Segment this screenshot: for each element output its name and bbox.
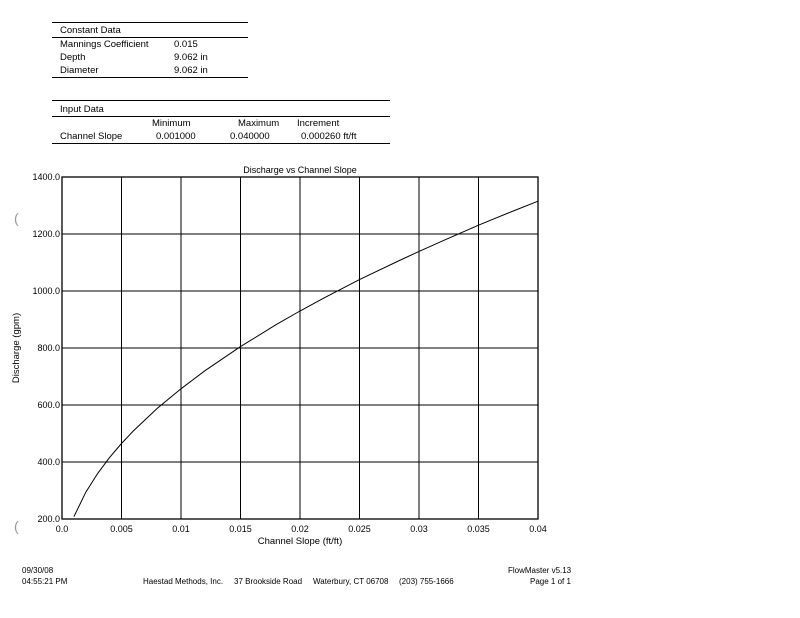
footer-city: Waterbury, CT 06708: [313, 577, 389, 586]
scan-mark: (: [14, 210, 19, 226]
x-tick-label: 0.04: [529, 524, 547, 534]
y-tick-label: 1200.0: [32, 229, 60, 239]
input-data-heading: Input Data: [60, 104, 104, 115]
constant-row-value: 9.062 in: [174, 65, 208, 76]
constant-row-value: 0.015: [174, 39, 198, 50]
x-tick-label: 0.035: [467, 524, 490, 534]
y-tick-label: 200.0: [37, 514, 60, 524]
footer-phone: (203) 755-1666: [399, 577, 454, 586]
constant-data-heading: Constant Data: [60, 25, 121, 36]
scan-mark: (: [14, 518, 19, 534]
x-tick-label: 0.025: [348, 524, 371, 534]
footer-time: 04:55:21 PM: [22, 577, 68, 586]
footer-date: 09/30/08: [22, 566, 54, 575]
y-tick-label: 800.0: [37, 343, 60, 353]
input-row-increment: 0.000260 ft/ft: [301, 131, 357, 142]
footer-address: 37 Brookside Road: [234, 577, 303, 586]
column-header: Increment: [297, 118, 340, 129]
y-axis-label: Discharge (gpm): [11, 312, 22, 384]
constant-row-label: Depth: [60, 52, 86, 63]
y-tick-label: 1400.0: [32, 172, 60, 182]
x-axis-label: Channel Slope (ft/ft): [257, 536, 343, 547]
column-header: Maximum: [238, 118, 280, 129]
series-line: [74, 201, 538, 517]
input-row-label: Channel Slope: [60, 131, 123, 142]
x-tick-label: 0.01: [172, 524, 190, 534]
constant-row-value: 9.062 in: [174, 52, 208, 63]
constant-row-label: Diameter: [60, 65, 99, 76]
footer-product: FlowMaster v5.13: [508, 566, 572, 575]
y-tick-label: 600.0: [37, 400, 60, 410]
footer-company: Haestad Methods, Inc.: [143, 577, 224, 586]
x-tick-label: 0.015: [229, 524, 252, 534]
column-header: Minimum: [152, 118, 191, 129]
x-tick-label: 0.02: [291, 524, 309, 534]
input-row-maximum: 0.040000: [230, 131, 270, 142]
x-tick-label: 0.03: [410, 524, 428, 534]
chart-title: Discharge vs Channel Slope: [243, 165, 357, 175]
input-row-minimum: 0.001000: [156, 131, 196, 142]
footer-page: Page 1 of 1: [530, 577, 571, 586]
constant-row-label: Mannings Coefficient: [60, 39, 149, 50]
x-tick-label: 0.005: [110, 524, 133, 534]
y-tick-label: 400.0: [37, 457, 60, 467]
x-tick-label: 0.0: [55, 524, 69, 534]
y-tick-label: 1000.0: [32, 286, 60, 296]
